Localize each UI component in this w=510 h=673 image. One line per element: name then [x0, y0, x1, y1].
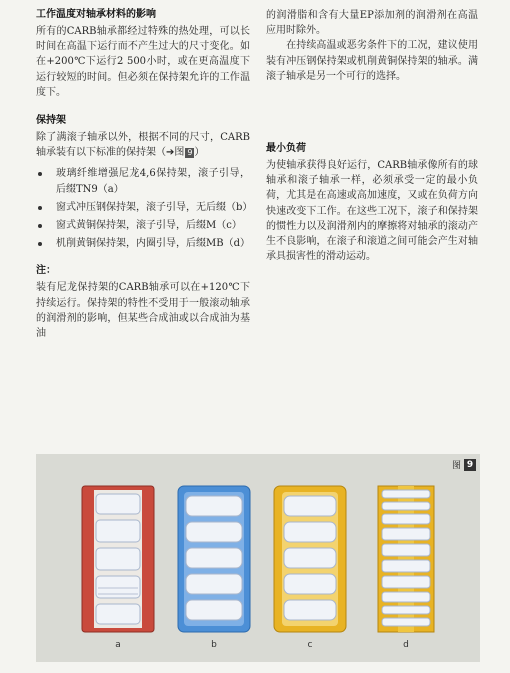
bullet-icon: [38, 172, 42, 176]
cage-type-list: [36, 166, 253, 251]
rollers-a: [96, 494, 140, 624]
list-item: 窗式冲压钢保持架，滚子引导，无后缀（b）: [36, 200, 250, 215]
list-item: 机削黄铜保持架，内圈引导，后缀MB（d）: [36, 236, 250, 251]
right-column: [266, 8, 478, 264]
bullet-icon: [38, 224, 42, 228]
list-item: 窗式黄铜保持架，滚子引导，后缀M（c）: [36, 218, 250, 233]
paragraph-continuation: 的润滑脂和含有大量EP添加剂的润滑剂在高温应用时除外。: [266, 10, 478, 37]
bearing-illustration-a: [80, 484, 156, 634]
heading-minimum-load: 最小负荷: [266, 143, 306, 155]
paragraph-minimum-load: 为使轴承获得良好运行，CARB轴承像所有的球轴承和滚子轴承一样，必须承受一定的最小负荷，尤其是在高速或高加速度，又或在负荷方向快速改变下工作。在这些工况下，滚子和保持架的惯性力以及润滑剂内的摩擦将对轴承的滚动产生不良影响，在滚子和滚道之间可能会产生对轴承具损害性的滑动运动。: [266, 160, 478, 263]
figure-label: 图 9: [452, 458, 476, 471]
paragraph-recommendation: 在持续高温或恶劣条件下的工况，建议使用装有冲压钢保持架或机削黄铜保持架的轴承。满滚子轴承是另一个可行的选择。: [266, 40, 478, 82]
heading-temperature-effect: 工作温度对轴承材料的影响: [36, 9, 156, 20]
figure-9-panel: [36, 454, 480, 662]
heading-note: 注：: [36, 265, 56, 277]
figure-ref-badge: 9: [187, 148, 193, 158]
rollers-c: [284, 496, 336, 620]
bullet-icon: [38, 206, 42, 210]
cage-intro-text: 除了满滚子轴承以外，根据不同的尺寸，CARB轴承装有以下标准的保持架（➔图: [36, 132, 250, 159]
bullet-icon: [38, 242, 42, 246]
left-column: [36, 8, 253, 341]
bearing-illustration-c: [272, 484, 348, 634]
bearing-illustration-b: [176, 484, 252, 634]
paragraph-note: 装有尼龙保持架的CARB轴承可以在+120℃下持续运行。保持架的特性不受用于一般滚动轴承的润滑剂的影响，但某些合成油或以合成油为基油: [36, 282, 250, 340]
list-item: 玻璃纤维增强尼龙4,6保持架，滚子引导，后缀TN9（a）: [36, 166, 250, 196]
paragraph-temperature: 所有的CARB轴承都经过特殊的热处理，可以长时间在高温下运行而不产生过大的尺寸变化。如在+200℃下运行2 500小时，或在更高温度下运行较短的时间。但必须在保持架允许的工作温度下。: [36, 26, 250, 98]
bearing-illustration-d: [368, 484, 444, 634]
figure-sublabel-a: a: [115, 640, 121, 650]
figure-number-badge: 9: [464, 459, 476, 471]
figure-sublabel-b: b: [211, 640, 217, 650]
heading-cage: 保持架: [36, 115, 66, 127]
figure-sublabel-c: c: [307, 640, 313, 650]
paragraph-cage-intro: [36, 130, 250, 160]
rollers-b: [186, 496, 242, 620]
cage-intro-close: ）: [194, 147, 205, 159]
figure-sublabel-d: d: [403, 640, 409, 650]
